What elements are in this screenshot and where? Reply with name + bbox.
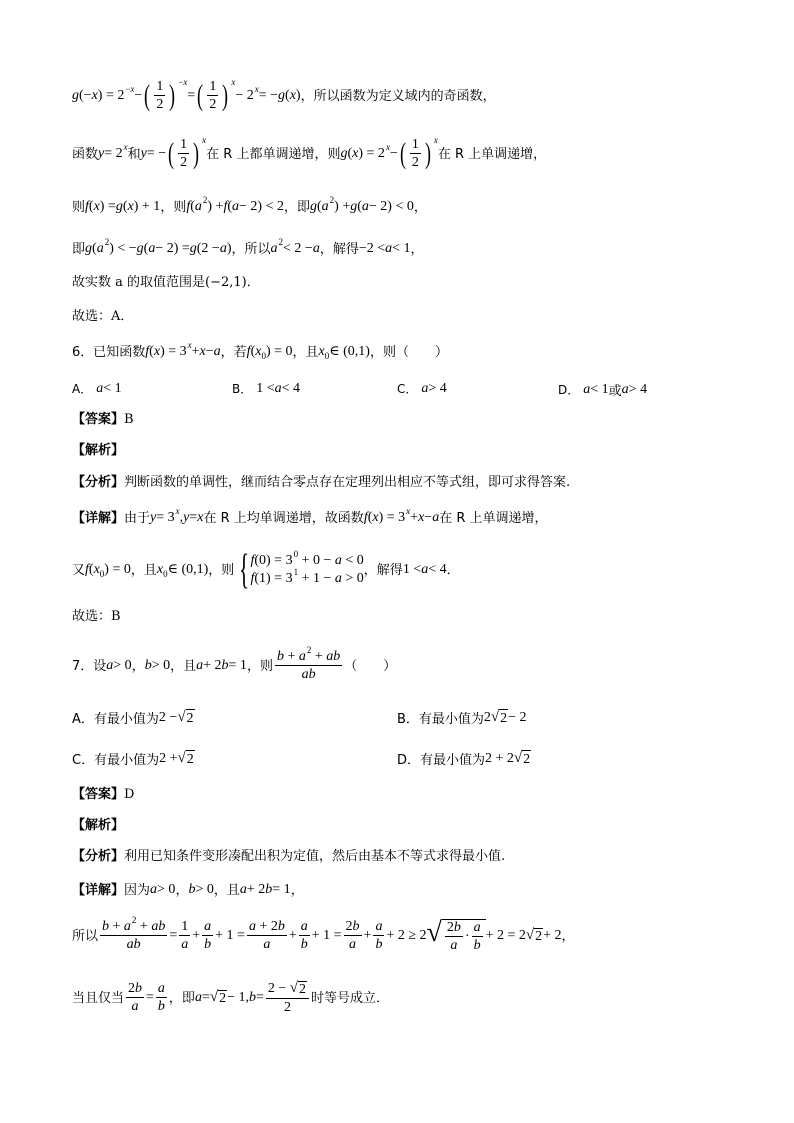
line2-text-d: 在 R 上单调递增， <box>437 146 547 162</box>
q7-analysis-tag: 【解析】 <box>72 818 125 833</box>
line-f-relation: 则 f ( x ) = g ( x ) + 1 ，则 f ( a 2 ) + f ( a − 2) < 2 ，即 g ( a 2 ) + g ( a − 2) < 0 ， <box>72 194 427 215</box>
q6-you-c: ，则 <box>208 562 235 578</box>
line3-text-c: ，即 <box>283 199 310 215</box>
q7-fenxi-text: 利用已知条件变形凑配出积为定值，然后由基本不等式求得最小值. <box>124 849 506 864</box>
q7-inequality-chain: 所以 $\frac{b + a^2 + ab}{ab}$ = $\frac{1}{a}$ + $\frac{a}{b}$ + 1 = $\frac{a + 2b}{a}$ + $\frac{a}{b}$ + 1 = $\frac{2b}{a}$ + $\frac{a}{b}$ + 2 ≥ 2 √ $\frac{2b}{a}$ · $\frac{a}{b}$ + 2 = 2 √ 2 + 2 ， <box>72 915 575 953</box>
q6-choose: 故选：B <box>72 609 121 624</box>
q7-dang-b: ，即 <box>168 990 195 1006</box>
q7-option-b[interactable]: B．有最小值为 2 √ 2 − 2 <box>397 708 527 727</box>
q7-option-b-label: B．有最小值为 <box>397 712 484 727</box>
q6-xiangjie-tag: 【详解】 <box>72 510 125 526</box>
q6-you-d: ，解得 <box>363 562 403 578</box>
q6-answer-tag: 【答案】 <box>72 412 125 427</box>
q7-dang-c: 时等号成立． <box>311 990 390 1006</box>
q7-analysis <box>72 819 734 832</box>
q6-system: 又 f ( x 0 ) = 0 ，且 x 0 ∈ (0,1) ，则 { $f(0) = 3^0 + 0 - a < 0$ $f(1) = 3^1 + 1 - a > 0$ ，解得 1 < a < 4 ． <box>72 547 460 593</box>
q6-analysis <box>72 444 734 457</box>
q7-xiangjie-tag: 【详解】 <box>72 882 125 898</box>
q6-option-a[interactable]: A． a < 1 <box>72 380 122 396</box>
q6-stem-d: ，则（ ） <box>369 344 448 360</box>
line2-text-a: 函数 <box>72 146 99 162</box>
q6-fenxi-text: 判断函数的单调性，继而结合零点存在定理列出相应不等式组，即可求得答案. <box>124 475 571 490</box>
line4-text-b: ，所以 <box>231 241 271 257</box>
line3-text-a: 则 <box>72 199 86 215</box>
q6-answer-value: B <box>124 412 134 427</box>
line4-text-d: ， <box>410 241 424 257</box>
q7-end-comma: ， <box>561 928 575 944</box>
q7-fenxi-tag: 【分析】 <box>72 849 125 864</box>
q7-xj-d: ， <box>290 882 304 898</box>
q6-xiangjie: 【详解】 由于 y = 3 x , y = x 在 R 上均单调递增，故函数 f ( x ) = 3 x + x − a 在 R 上单调递增， <box>72 505 548 526</box>
q6-you-b: ，且 <box>130 562 157 578</box>
q6-you-a: 又 <box>72 562 86 578</box>
line1-text: ，所以函数为定义域内的奇函数， <box>300 88 496 104</box>
q6-xj-a: 由于 <box>124 510 151 526</box>
q7-option-d-label: D．有最小值为 <box>397 753 486 768</box>
q6-option-c[interactable]: C． a > 4 <box>397 380 447 396</box>
line2-text-b: 和 <box>127 146 141 162</box>
q6-option-d[interactable]: D． a < 1 或 a > 4 <box>558 381 648 399</box>
line3-text-d: ， <box>413 199 427 215</box>
q7-xj-b: ， <box>175 882 189 898</box>
q7-option-a[interactable]: A．有最小值为 2 − √ 2 <box>72 708 194 727</box>
q7-option-a-label: A．有最小值为 <box>72 712 159 727</box>
q6-option-d-or: 或 <box>608 384 622 399</box>
line-range: 故实数 a 的取值范围是(−2,1)． <box>72 275 260 290</box>
q7-fenxi <box>72 850 734 863</box>
line-g-odd: g (− x ) = 2 −x − ( $\frac{1}{2}$ ) −x = ( $\frac{1}{2}$ ) x − 2 x = − g ( x ) ，所以函数为定义域内的奇函数， <box>72 76 496 112</box>
q6-option-a-label: A． <box>72 382 93 396</box>
q7-option-d[interactable]: D．有最小值为 2 + 2 √ 2 <box>397 749 531 768</box>
q6-option-b[interactable]: B． 1 < a < 4 <box>232 380 301 396</box>
q7-answer-value: D <box>124 787 135 802</box>
q7-stem-b: ， <box>131 658 145 674</box>
q6-xj-c: 在 R 上单调递增， <box>439 510 548 526</box>
q7-xiangjie: 【详解】 因为 a > 0 ， b > 0 ，且 a + 2 b = 1 ， <box>72 882 304 898</box>
q6-option-b-label: B． <box>232 382 253 396</box>
q7-xj-a: 因为 <box>124 882 151 898</box>
q6-stem-b: ，若 <box>220 344 247 360</box>
line2-text-c: 在 R 上都单调递增，则 <box>206 146 341 162</box>
q6-xj-b: 在 R 上均单调递增，故函数 <box>203 510 364 526</box>
q7-equality: 当且仅当 $\frac{2b}{a}$ = $\frac{a}{b}$ ，即 a = √ 2 − 1, b = 2 − √ 2 2 时等号成立． <box>72 980 390 1015</box>
q7-stem-a: 7．设 <box>72 658 107 674</box>
q7-answer-tag: 【答案】 <box>72 787 125 802</box>
q6-option-d-label: D． <box>558 383 580 397</box>
q6-stem-c: ，且 <box>292 344 319 360</box>
line-solve: 即 g ( a 2 ) < − g ( a − 2) = g (2 − a ) ，所以 a 2 < 2 − a ，解得 −2 < a < 1 ， <box>72 236 424 257</box>
line4-text-c: ，解得 <box>319 241 359 257</box>
q6-answer <box>72 413 734 426</box>
q7-option-c-label: C．有最小值为 <box>72 753 160 768</box>
q7-option-c[interactable]: C．有最小值为 2 + √ 2 <box>72 749 194 768</box>
line-choose-a: 故选：A． <box>72 309 134 324</box>
q6-analysis-tag: 【解析】 <box>72 443 125 458</box>
line3-text-b: ，则 <box>160 199 187 215</box>
q6-fenxi-tag: 【分析】 <box>72 475 125 490</box>
q7-stem: 7．设 a > 0 ， b > 0 ，且 a + 2 b = 1 ，则 $\frac{b + a^2 + ab}{ab}$ （ ） <box>72 645 397 682</box>
q6-option-c-label: C． <box>397 382 418 396</box>
q6-fenxi <box>72 476 734 489</box>
q7-stem-e: （ ） <box>344 658 397 674</box>
line4-text-a: 即 <box>72 241 86 257</box>
q7-xj-c: ，且 <box>213 882 240 898</box>
q6-stem-a: 6．已知函数 <box>72 344 146 360</box>
line-monotonic: 函数 y = 2 x 和 y = − ( $\frac{1}{2}$ ) x 在 R 上都单调递增，则 g ( x ) = 2 x − ( $\frac{1}{2}$ ) x 在 R 上单调递增， <box>72 134 547 170</box>
q6-stem: 6．已知函数 f ( x ) = 3 x + x − a ，若 f ( x 0 ) = 0 ，且 x 0 ∈ (0,1) ，则（ ） <box>72 339 448 361</box>
q7-dang-a: 当且仅当 <box>72 990 125 1006</box>
q6-you-e: ． <box>446 562 460 578</box>
q7-stem-c: ，且 <box>170 658 197 674</box>
q7-answer <box>72 788 734 801</box>
q7-stem-d: ，则 <box>246 658 273 674</box>
q7-suoyi: 所以 <box>72 928 99 944</box>
